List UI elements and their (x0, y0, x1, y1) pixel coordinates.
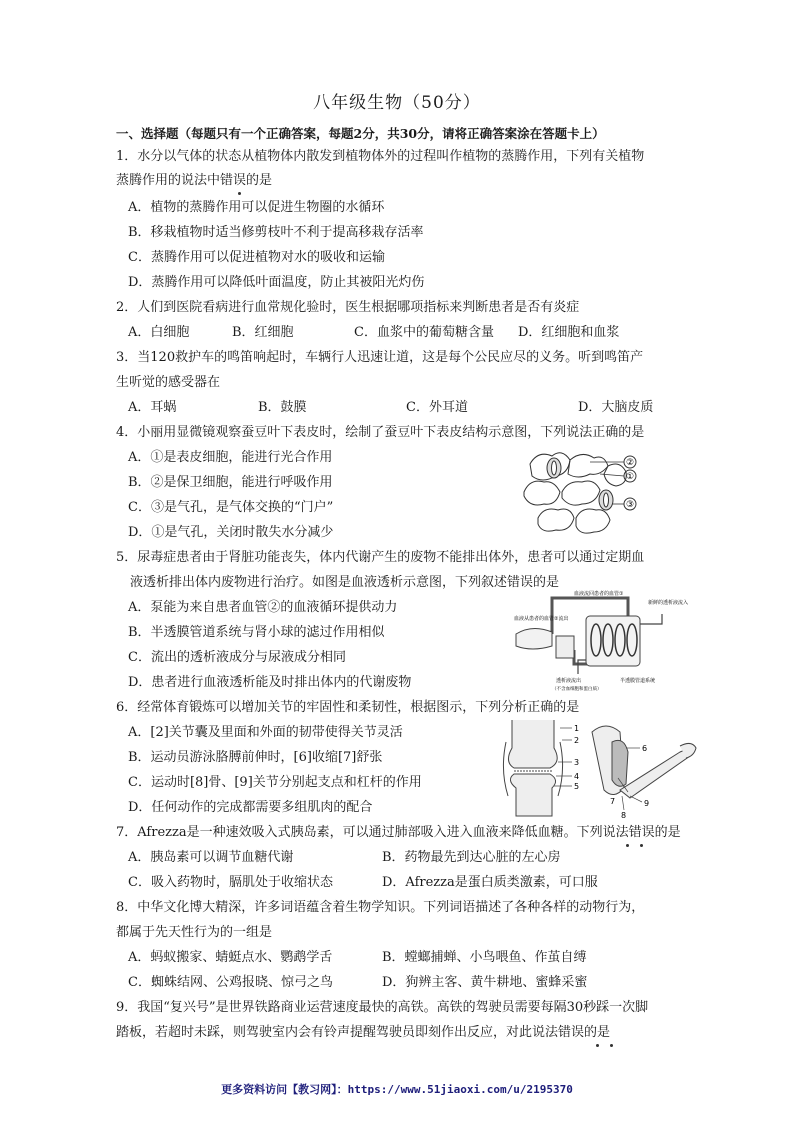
fig6-label-8: 8 (621, 811, 627, 818)
fig6-label-5: 5 (574, 782, 580, 791)
emphasis-dot (238, 192, 241, 195)
leaf-epidermis-figure (520, 444, 660, 544)
q4-option-d: D．①是气孔，关闭时散失水分减少 (128, 525, 334, 540)
fig5-label-bottom-note: （不含血细胞和蛋白质） (552, 687, 602, 692)
emphasis-dot (640, 844, 643, 847)
patient-arm-icon (516, 628, 552, 649)
footer-link[interactable]: 更多资料访问【教习网】：https://www.51jiaoxi.com/u/2195370 (221, 1083, 573, 1096)
emphasis-dot (626, 844, 629, 847)
q8-option-b: B．螳螂捕蝉、小鸟喂鱼、作茧自缚 (382, 950, 587, 965)
fig6-label-3: 3 (574, 758, 580, 767)
q4-option-b: B．②是保卫细胞，能进行呼吸作用 (128, 475, 333, 490)
arm-muscle-diagram (592, 726, 696, 798)
emphasis-dot (610, 1044, 613, 1047)
q6-option-d: D．任何动作的完成都需要多组肌肉的配合 (128, 800, 373, 815)
q7-stem: 7．Afrezza是一种速效吸入式胰岛素，可以通过肺部吸入进入血液来降低血糖。下列说法错误的是 (116, 825, 681, 840)
q7-option-c: C．吸入药物时，膈肌处于收缩状态 (128, 875, 333, 890)
q2-option-c: C．血浆中的葡萄糖含量 (354, 325, 494, 340)
q7-option-b: B．药物最先到达心脏的左心房 (382, 850, 561, 865)
q5-option-a: A．泵能为来自患者血管②的血液循环提供动力 (128, 600, 398, 615)
section-heading: 一、选择题（每题只有一个正确答案，每题2分，共30分，请将正确答案涂在答题卡上） (116, 126, 605, 141)
q5-option-d: D．患者进行血液透析能及时排出体内的代谢废物 (128, 675, 412, 690)
joint-and-arm-figure (500, 718, 700, 818)
q8-stem-line-1: 8．中华文化博大精深，许多词语蕴含着生物学知识。下列词语描述了各种各样的动物行为， (116, 900, 645, 915)
emphasis-dot (596, 1044, 599, 1047)
q2-option-a: A．白细胞 (128, 325, 190, 340)
q6-option-a: A．[2]关节囊及里面和外面的韧带使得关节灵活 (128, 725, 403, 740)
q5-option-c: C．流出的透析液成分与尿液成分相同 (128, 650, 346, 665)
q5-stem-line-2: 液透析排出体内废物进行治疗。如图是血液透析示意图，下列叙述错误的是 (130, 575, 560, 590)
q2-option-b: B．红细胞 (232, 325, 294, 340)
q1-option-a: A．植物的蒸腾作用可以促进生物圈的水循环 (128, 200, 385, 215)
q2-option-d: D．红细胞和血浆 (518, 325, 620, 340)
q4-stem: 4．小丽用显微镜观察蚕豆叶下表皮时，绘制了蚕豆叶下表皮结构示意图，下列说法正确的是 (116, 425, 645, 440)
q1-stem-line-1: 1．水分以气体的状态从植物体内散发到植物体外的过程叫作植物的蒸腾作用，下列有关植物 (116, 149, 645, 164)
fig5-label-bottom-left: 透析液流出 (556, 678, 582, 684)
fig6-label-9: 9 (644, 799, 650, 808)
q6-option-b: B．运动员游泳胳膊前伸时，[6]收缩[7]舒张 (128, 750, 383, 765)
fig6-label-4: 4 (574, 772, 580, 781)
fig4-label-2: ② (625, 458, 635, 468)
knee-joint-diagram (503, 720, 562, 816)
q1-stem-line-2: 蒸腾作用的说法中错误的是 (116, 173, 273, 188)
q8-stem-line-2: 都属于先天性行为的一组是 (116, 925, 273, 940)
q7-option-d: D．Afrezza是蛋白质类激素，可口服 (382, 875, 598, 890)
fig6-label-1: 1 (574, 724, 580, 733)
fig6-label-2: 2 (574, 736, 580, 745)
q4-option-c: C．③是气孔，是气体交换的“门户” (128, 500, 334, 515)
q3-option-c: C．外耳道 (406, 400, 468, 415)
fig6-label-7: 7 (610, 797, 616, 806)
fig4-label-1: ① (625, 472, 635, 482)
q8-option-d: D．狗辨主客、黄牛耕地、蜜蜂采蜜 (382, 975, 588, 990)
q3-option-d: D．大脑皮质 (578, 400, 654, 415)
q9-stem-line-2: 踏板，若超时未踩，则驾驶室内会有铃声提醒驾驶员即刻作出反应，对此说法错误的是 (116, 1025, 611, 1040)
q1-option-c: C．蒸腾作用可以促进植物对水的吸收和运输 (128, 250, 385, 265)
fig5-label-left: 血液从患者的血管②流出 (514, 616, 569, 622)
page-title: 八年级生物（50分） (313, 93, 481, 113)
q3-option-a: A．耳蜗 (128, 400, 177, 415)
q8-option-a: A．蚂蚁搬家、蜻蜓点水、鹦鹉学舌 (128, 950, 333, 965)
dialysis-figure (512, 590, 688, 694)
fig5-label-bottom-right: 半透膜管道系统 (620, 678, 656, 684)
q9-stem-line-1: 9．我国“复兴号”是世界铁路商业运营速度最快的高铁。高铁的驾驶员需要每隔30秒踩一次脚 (116, 1000, 649, 1015)
q1-option-d: D．蒸腾作用可以降低叶面温度，防止其被阳光灼伤 (128, 275, 425, 290)
q5-stem-line-1: 5．尿毒症患者由于肾脏功能丧失，体内代谢产生的废物不能排出体外，患者可以通过定期血 (116, 550, 645, 565)
q6-stem: 6．经常体育锻炼可以增加关节的牢固性和柔韧性，根据图示，下列分析正确的是 (116, 700, 580, 715)
fig5-label-top: 血液流回患者的血管① (574, 591, 624, 597)
pump-icon (556, 636, 574, 658)
fig5-label-right: 新鲜的透析液流入 (648, 600, 688, 606)
q1-option-b: B．移栽植物时适当修剪枝叶不利于提高移栽存活率 (128, 225, 424, 240)
q4-option-a: A．①是表皮细胞，能进行光合作用 (128, 450, 333, 465)
q8-option-c: C．蜘蛛结网、公鸡报晓、惊弓之鸟 (128, 975, 333, 990)
fig6-label-6: 6 (642, 744, 648, 753)
q7-option-a: A．胰岛素可以调节血糖代谢 (128, 850, 294, 865)
q6-option-c: C．运动时[8]骨、[9]关节分别起支点和杠杆的作用 (128, 775, 422, 790)
q5-option-b: B．半透膜管道系统与肾小球的滤过作用相似 (128, 625, 385, 640)
q3-stem-line-2: 生听觉的感受器在 (116, 375, 221, 390)
q3-stem-line-1: 3．当120救护车的鸣笛响起时，车辆行人迅速让道，这是每个公民应尽的义务。听到鸣笛产 (116, 350, 644, 365)
q2-stem: 2．人们到医院看病进行血常规化验时，医生根据哪项指标来判断患者是否有炎症 (116, 300, 580, 315)
q3-option-b: B．鼓膜 (258, 400, 307, 415)
fig4-label-3: ③ (625, 500, 635, 510)
